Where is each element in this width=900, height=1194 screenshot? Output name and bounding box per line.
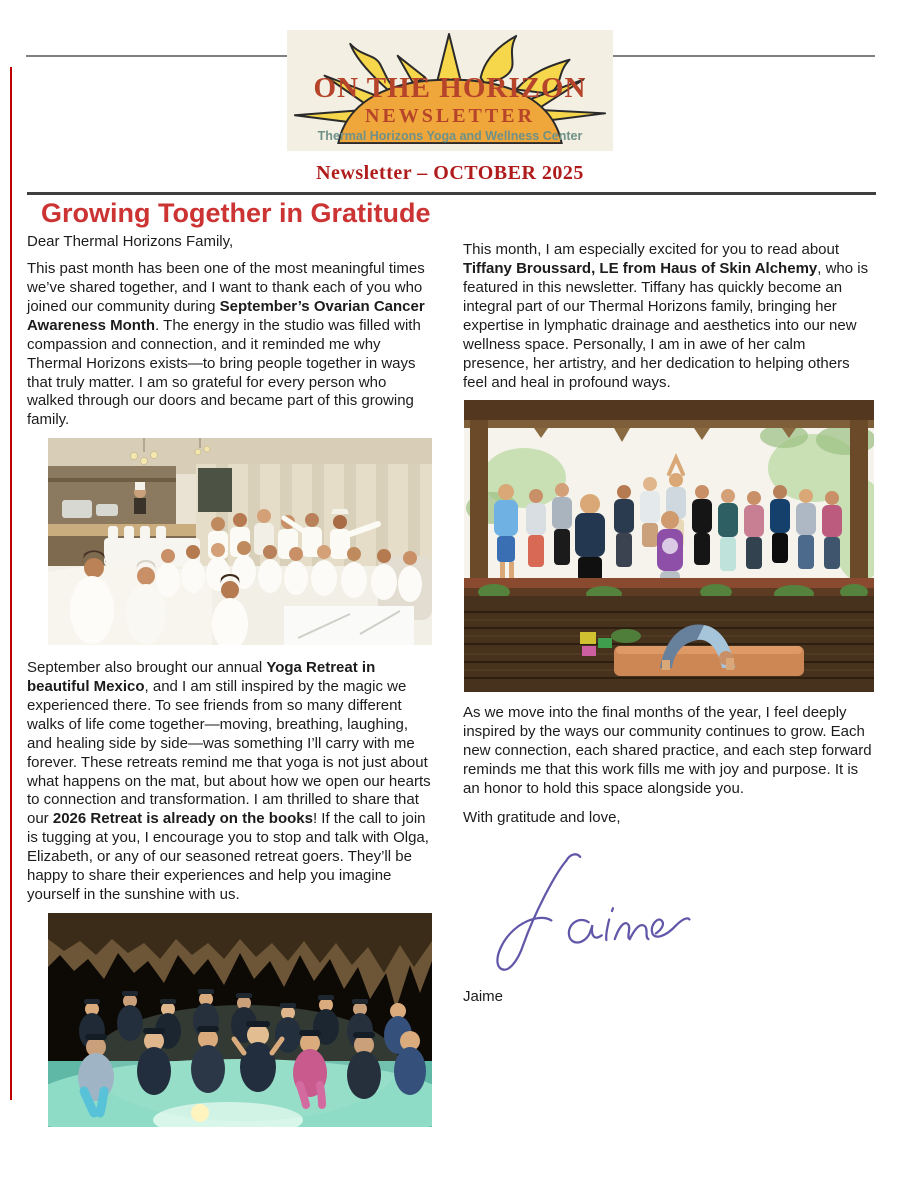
paragraph-year-end: As we move into the final months of the year, I feel deeply inspired by the ways our community continues to grow. Each new connection, each shared practice, and each step forward reminds me that this work fills me with joy and purpose. It is an honor to hold this space alongside you. [463,704,872,798]
white-party-photo-illustration [48,438,432,645]
left-accent-line [10,67,12,1100]
paragraph-yoga-retreat: September also brought our annual Yoga Retreat in beautiful Mexico, and I am still inspired by the magic we experienced there. To see friends from so many different walks of life come together—moving, breathing, laughing, and healing side by side—was something I’ll carry with me forever. These retreats remind me that yoga is not just about what happens on the mat, but about how we open our hearts to connection and transformation. I am thrilled to share that our 2026 Retreat is already on the books! If the call to join is tugging at you, I encourage you to stop and talk with Olga, Elizabeth, or any of our seasoned retreat goers. They’ll be happy to share their experiences and help you imagine yourself in the sunshine with us. [27,659,431,903]
newsletter-page [0,30,900,1194]
newsletter-logo [287,30,613,151]
yoga-pavilion-photo-illustration [464,400,874,692]
closing-line: With gratitude and love, [463,808,621,826]
two-column-body [0,233,900,1126]
logo-title: ON THE HORIZON [313,72,587,104]
salutation: Dear Thermal Horizons Family, [27,233,234,251]
page-title: Growing Together in Gratitude [41,198,431,228]
divider-rule [27,192,876,195]
paragraph-tiffany: This month, I am especially excited for you to read about Tiffany Broussard, LE from Haus of Skin Alchemy, who is featured in this newsletter. Tiffany has quickly become an integral part of our Thermal Horizons family, bringing her expertise in lymphatic drainage and aesthetics into our new wellness space. Personally, I am in awe of her calm presence, her artistry, and her dedication to helping others feel and heal in profound ways. [463,241,869,391]
photo-cenote-swim [48,913,437,1127]
signature-image [469,842,873,982]
left-column [27,233,437,1126]
logo-tagline: Thermal Horizons Yoga and Wellness Center [317,129,583,143]
photo-white-party [48,438,437,645]
right-column [463,233,873,1126]
date-line: Newsletter – OCTOBER 2025 [316,162,584,184]
signature-name: Jaime [463,987,504,1005]
photo-yoga-pavilion [464,400,873,692]
paragraph-awareness-month: This past month has been one of the most meaningful times we’ve shared together, and I want to thank each of you who joined our community during September’s Ovarian Cancer Awareness Month. The energy in the studio was filled with compassion and connection, and it reminded me why Thermal Horizons exists—to bring people together in ways that truly matter. I am so grateful for every person who walked through our doors and became part of this growing family. [27,260,425,429]
logo-subtitle: NEWSLETTER [364,105,536,127]
cenote-photo-illustration [48,913,432,1127]
